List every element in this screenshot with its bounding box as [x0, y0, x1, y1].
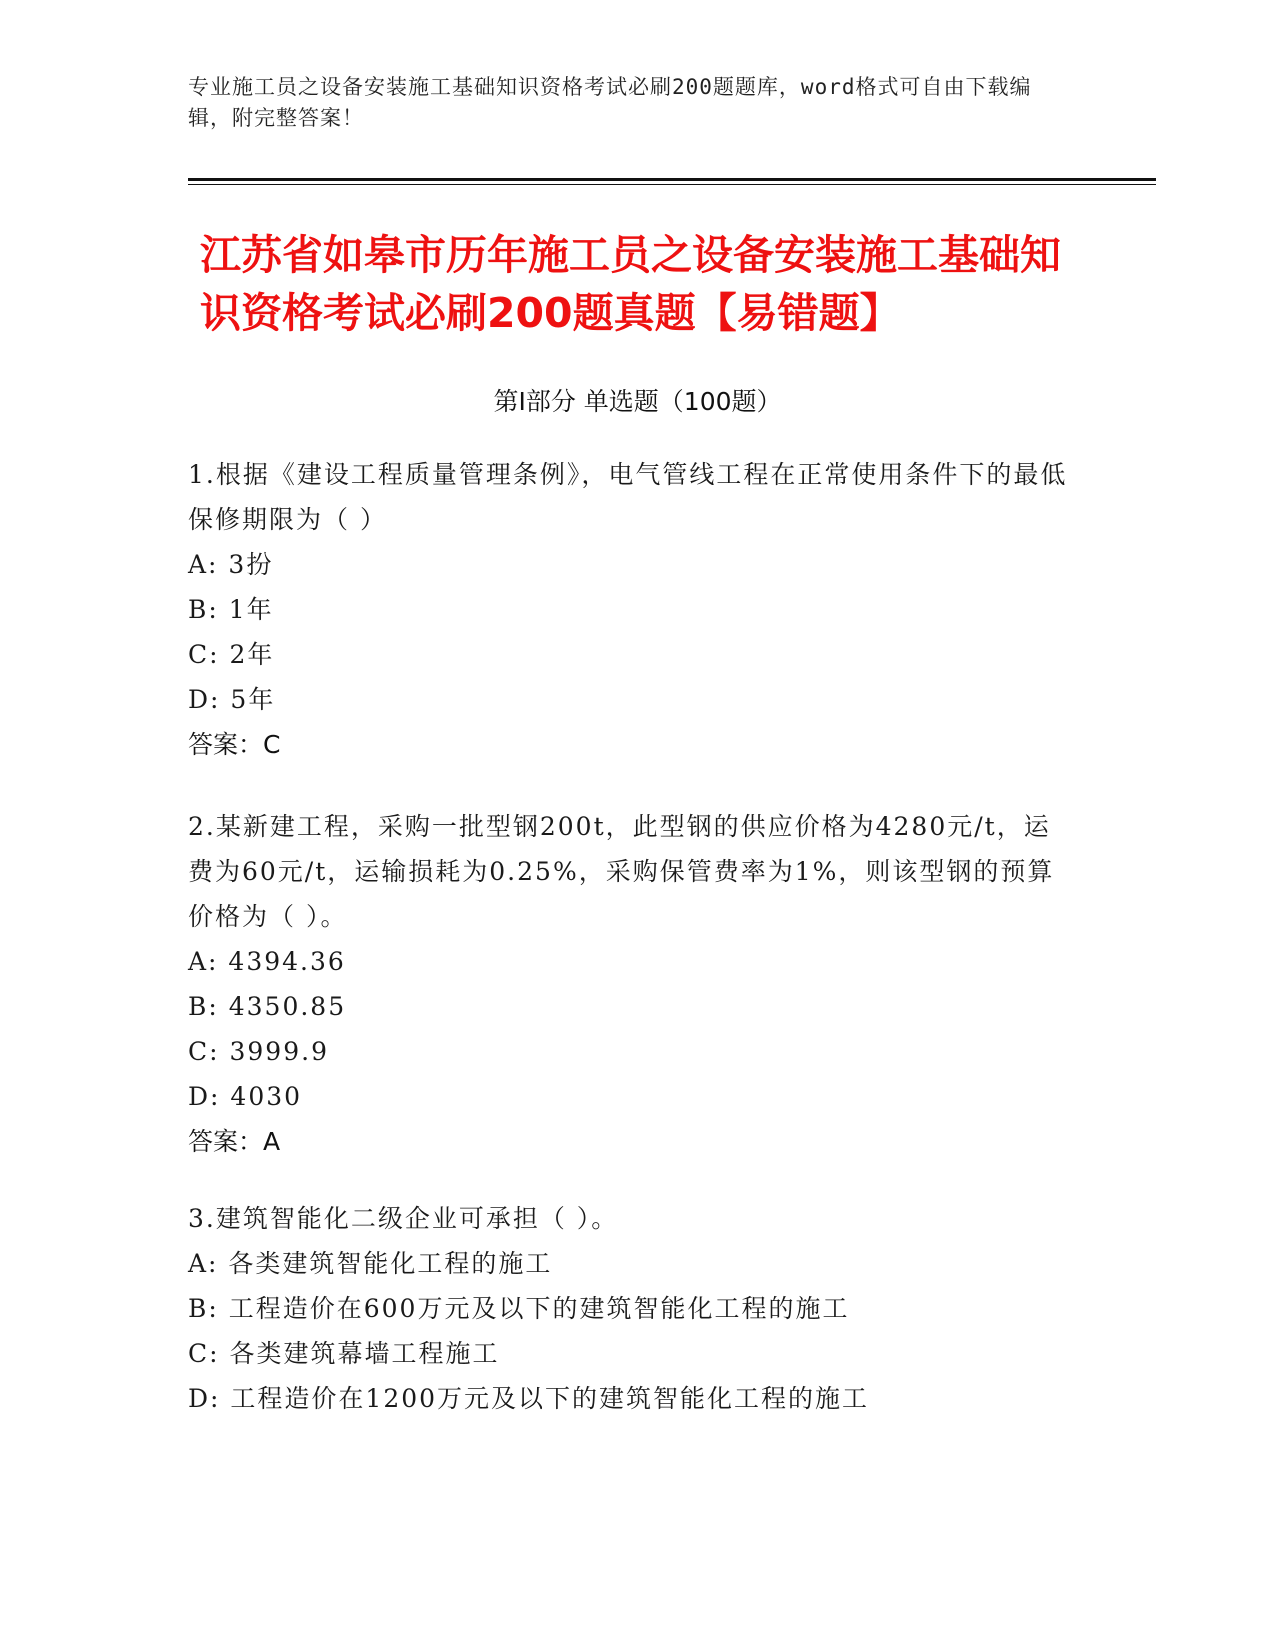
option-a: A: 各类建筑智能化工程的施工: [188, 1249, 553, 1278]
question-1: [188, 452, 1068, 767]
option-d: D: 5年: [188, 685, 276, 714]
question-stem: 1.根据《建设工程质量管理条例》，电气管线工程在正常使用条件下的最低保修期限为（ ）: [188, 460, 1068, 534]
section-heading: 第Ⅰ部分 单选题（100题）: [493, 387, 782, 416]
question-stem: 2.某新建工程，采购一批型钢200t，此型钢的供应价格为4280元/t，运费为60元/t，运输损耗为0.25%，采购保管费率为1%，则该型钢的预算价格为（ ）。: [188, 812, 1055, 931]
option-c: C: 2年: [188, 640, 275, 669]
question-2: [188, 804, 1068, 1164]
question-3: [188, 1196, 1068, 1421]
option-d: D: 4030: [188, 1082, 303, 1111]
question-stem: 3.建筑智能化二级企业可承担（ ）。: [188, 1204, 619, 1233]
option-a: A: 4394.36: [188, 947, 346, 976]
option-b: B: 1年: [188, 595, 274, 624]
option-d: D: 工程造价在1200万元及以下的建筑智能化工程的施工: [188, 1384, 870, 1413]
option-c: C: 3999.9: [188, 1037, 329, 1066]
header-rule: [188, 178, 1156, 181]
option-b: B: 4350.85: [188, 992, 347, 1021]
option-c: C: 各类建筑幕墙工程施工: [188, 1339, 500, 1368]
option-a: A: 3扮: [188, 550, 274, 579]
option-b: B: 工程造价在600万元及以下的建筑智能化工程的施工: [188, 1294, 850, 1323]
document-title: 江苏省如皋市历年施工员之设备安装施工基础知识资格考试必刷200题真题【易错题】: [200, 231, 1061, 337]
answer-line: 答案：C: [188, 730, 281, 759]
header-note: 专业施工员之设备安装施工基础知识资格考试必刷200题题库，word格式可自由下载编辑，附完整答案！: [188, 75, 1032, 130]
header-rule-thin: [188, 184, 1156, 185]
answer-line: 答案：A: [188, 1127, 281, 1156]
